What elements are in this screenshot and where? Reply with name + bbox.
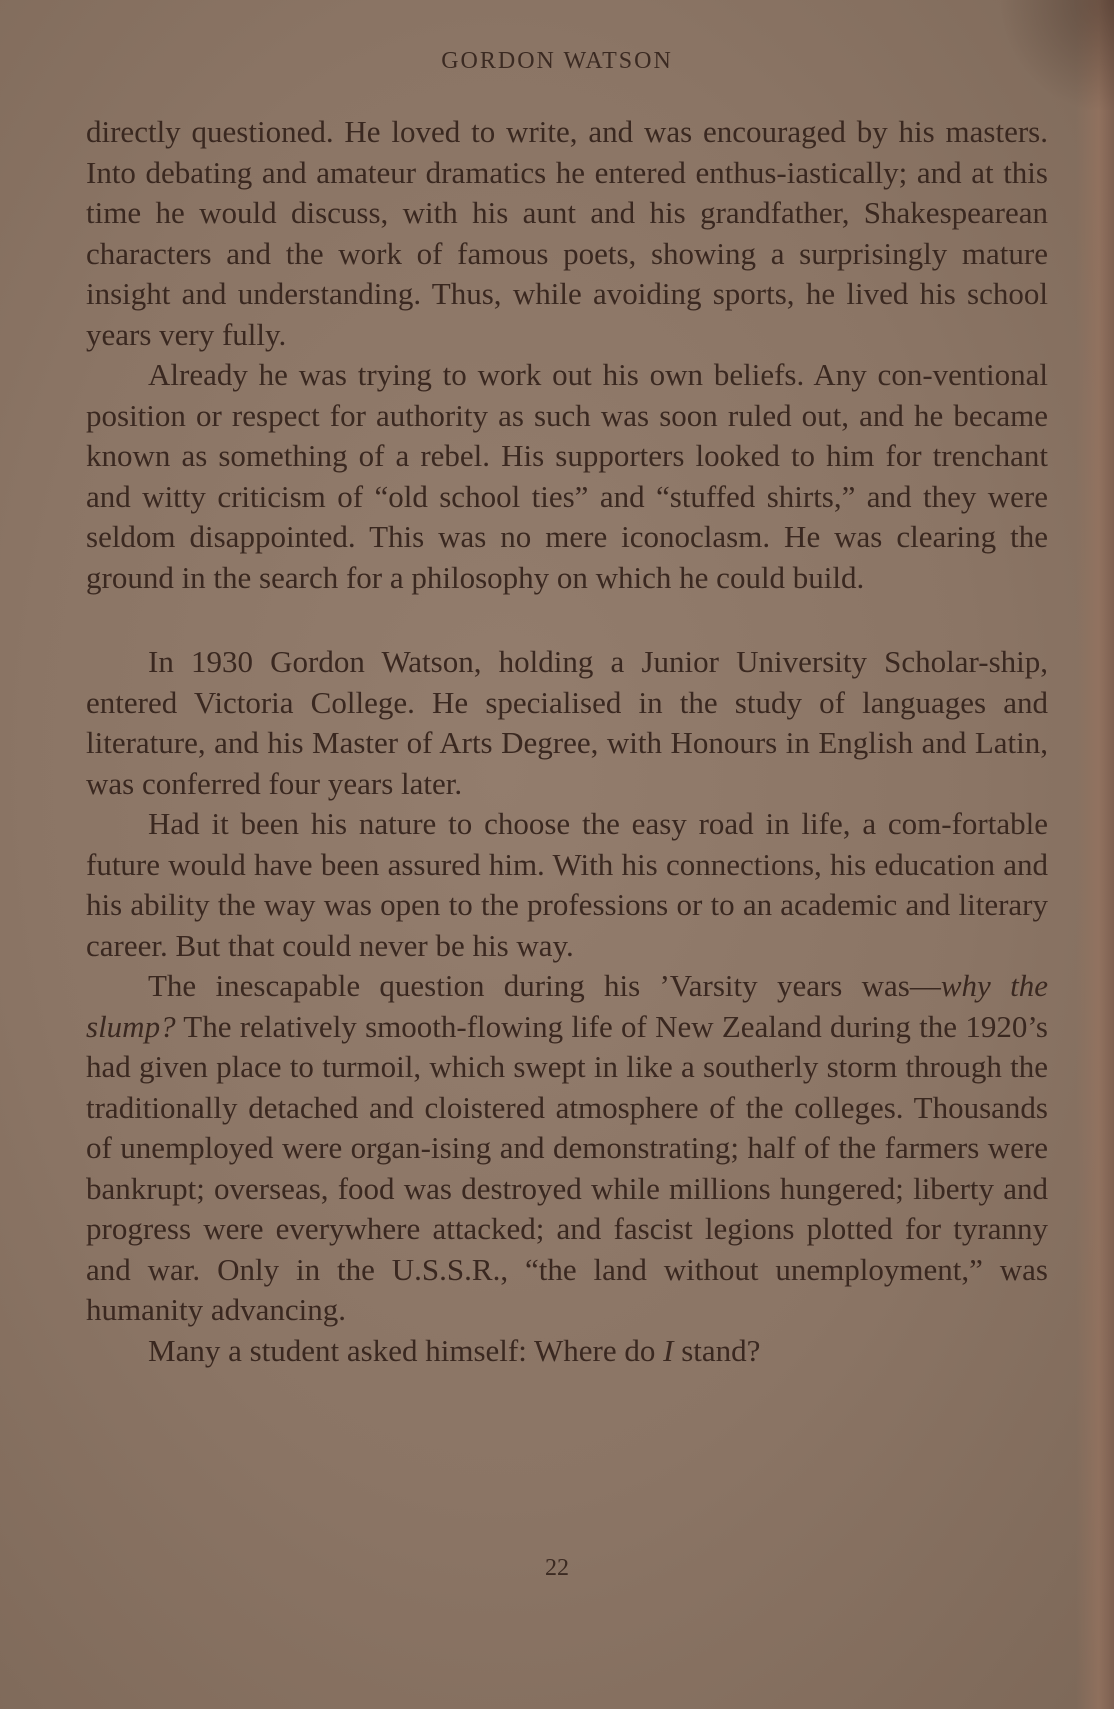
paragraph: Already he was trying to work out his own beliefs. Any con-ventional position or respect for authority as such was soon ruled out, and he became known as something of a rebel. His supporters looked to him for trenchant and witty criticism of “old school ties” and “stuffed shirts,” and they were seldom disappointed. This was no mere iconoclasm. He was clearing the ground in the search for a philosophy on which he could build. bbox=[86, 357, 1048, 595]
paragraph-lead: The inescapable question during his ’Varsity years was— bbox=[148, 968, 941, 1003]
running-head: GORDON WATSON bbox=[441, 48, 673, 74]
paragraph-rest: stand? bbox=[673, 1332, 761, 1368]
paragraph: In 1930 Gordon Watson, holding a Junior University Scholar-ship, entered Victoria College. He specialised in the study of languages and literature, and his Master of Arts Degree, with Honours in English and Latin, was conferred four years later. bbox=[86, 644, 1048, 801]
paragraph bbox=[86, 1331, 1048, 1372]
emphasis-text: I bbox=[663, 1332, 674, 1368]
paragraph-rest: The relatively smooth-flowing life of New Zealand during the 1920’s had given place to turmoil, which swept in like a southerly storm through the traditionally detached and cloistered atmosphere of the colleges. Thousands of unemployed were organ-ising and demonstrating; half of the farmers were bankrupt; overseas, food was destroyed while millions hungered; liberty and progress were everywhere attacked; and fascist legions plotted for tyranny and war. Only in the U.S.S.R., “the land without unemployment,” was humanity advancing. bbox=[86, 1008, 1048, 1327]
paragraph: directly questioned. He loved to write, and was encouraged by his masters. Into debating and amateur dramatics he entered enthus-iastically; and at this time he would discuss, with his aunt and his grandfather, Shakespearean characters and the work of famous poets, showing a surprisingly mature insight and understanding. Thus, while avoiding sports, he lived his school years very fully. bbox=[86, 114, 1048, 352]
paragraph bbox=[86, 966, 1048, 1331]
paragraph: Had it been his nature to choose the easy road in life, a com-fortable future would have been assured him. With his connections, his education and his ability the way was open to the professions or to an academic and literary career. But that could never be his way. bbox=[86, 806, 1048, 963]
emphasis-text: why the slump? bbox=[86, 968, 1048, 1044]
body-text bbox=[86, 112, 1048, 1371]
page-edge-shading bbox=[1076, 0, 1114, 1709]
page-number: 22 bbox=[545, 1555, 569, 1581]
paragraph-lead: Many a student asked himself: Where do bbox=[148, 1332, 664, 1368]
